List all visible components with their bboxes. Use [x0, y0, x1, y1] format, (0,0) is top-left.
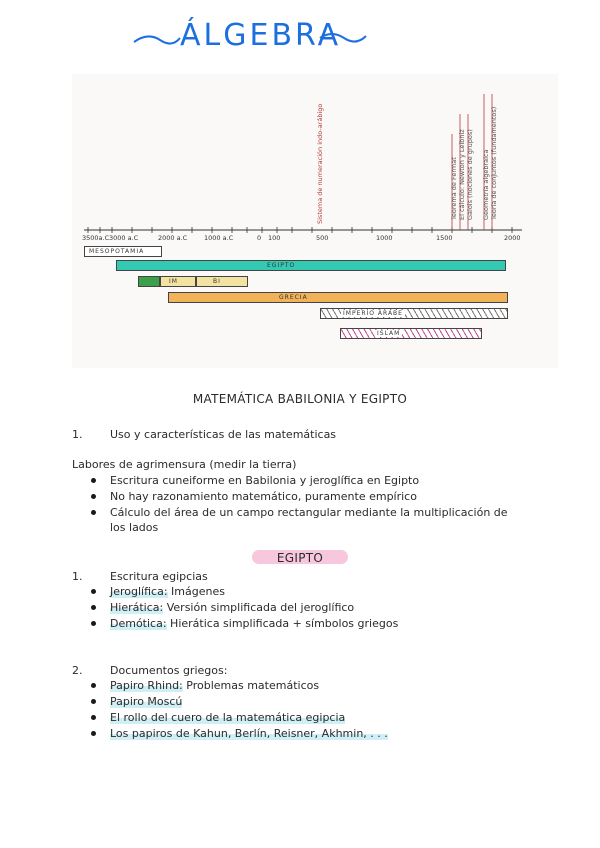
timeline-figure	[72, 74, 558, 368]
section-heading: Uso y características de las matemáticas	[110, 428, 337, 441]
section-heading: Escritura egipcias	[110, 570, 208, 583]
event-label: Teorema de Fermat	[450, 157, 458, 220]
bar-imperio-arabe: IMPERIO ÁRABE	[320, 308, 508, 319]
bar-islam: ISLAM	[340, 328, 482, 339]
list-number: 2.	[72, 664, 83, 677]
list-item: Demótica: Hierática simplificada + símbolos griegos	[88, 616, 398, 632]
event-label: Geometría algebraica	[482, 149, 490, 220]
bar-im: IM	[160, 276, 196, 287]
event-label: Galois (nociones de grupos)	[466, 129, 474, 220]
section-title: MATEMÁTICA BABILONIA Y EGIPTO	[192, 392, 408, 406]
bar-mesopotamia: MESOPOTAMIA	[84, 246, 162, 257]
term: Demótica:	[110, 617, 167, 630]
term: Jeroglífica:	[110, 585, 168, 598]
bar-green	[138, 276, 160, 287]
tick-label: 500	[316, 234, 329, 242]
term: Papiro Moscú	[110, 695, 183, 708]
title-area	[120, 8, 380, 64]
egipto-heading: EGIPTO	[276, 551, 324, 565]
list-item: Hierática: Versión simplificada del jeroglífico	[88, 600, 398, 616]
event-label: Sistema de numeración indo-arábigo	[316, 103, 324, 224]
term: Papiro Rhind:	[110, 679, 183, 692]
section-heading: Documentos griegos:	[110, 664, 228, 677]
event-label: Teoría de conjuntos (fundamentos)	[490, 106, 498, 220]
tick-label: 0	[257, 234, 262, 242]
tick-label: 1000 a.C	[204, 234, 234, 242]
tick-label: 3500a.C	[82, 234, 110, 242]
list-item: Jeroglífica: Imágenes	[88, 584, 398, 600]
term: El rollo del cuero de la matemática egipcia	[110, 711, 346, 724]
bullet-list-documentos	[88, 678, 388, 742]
event-label: El cálculo: Newton y Leibniz	[458, 129, 466, 220]
tick-label: 100	[268, 234, 281, 242]
tick-label: 1000	[376, 234, 393, 242]
bar-egipto: EGIPTO	[116, 260, 506, 271]
tick-label: 2000	[504, 234, 521, 242]
term: Los papiros de Kahun, Berlín, Reisner, Akhmin, . . .	[110, 727, 388, 740]
list-item	[88, 726, 388, 742]
bullet-list-1	[88, 473, 508, 521]
term: Hierática:	[110, 601, 164, 614]
bar-bi: BI	[196, 276, 248, 287]
list-item: Cálculo del área de un campo rectangular mediante la multiplicación de	[88, 505, 508, 521]
list-number: 1.	[72, 570, 83, 583]
timeline-axis	[72, 74, 558, 368]
list-item-continuation: los lados	[110, 521, 159, 534]
bar-grecia: GRECIA	[168, 292, 508, 303]
bullet-list-escrituras	[88, 584, 398, 632]
paragraph: Labores de agrimensura (medir la tierra)	[72, 458, 297, 471]
list-item	[88, 710, 388, 726]
list-item: Papiro Rhind: Problemas matemáticos	[88, 678, 388, 694]
list-item: No hay razonamiento matemático, puramente empírico	[88, 489, 508, 505]
list-item: Escritura cuneiforme en Babilonia y jeroglífica en Egipto	[88, 473, 508, 489]
tick-label: 1500	[436, 234, 453, 242]
tick-label: 2000 a.C	[158, 234, 188, 242]
list-number: 1.	[72, 428, 83, 441]
list-item	[88, 694, 388, 710]
tick-label: 3000 a.C	[109, 234, 139, 242]
page-title: ÁLGEBRA	[180, 18, 342, 53]
